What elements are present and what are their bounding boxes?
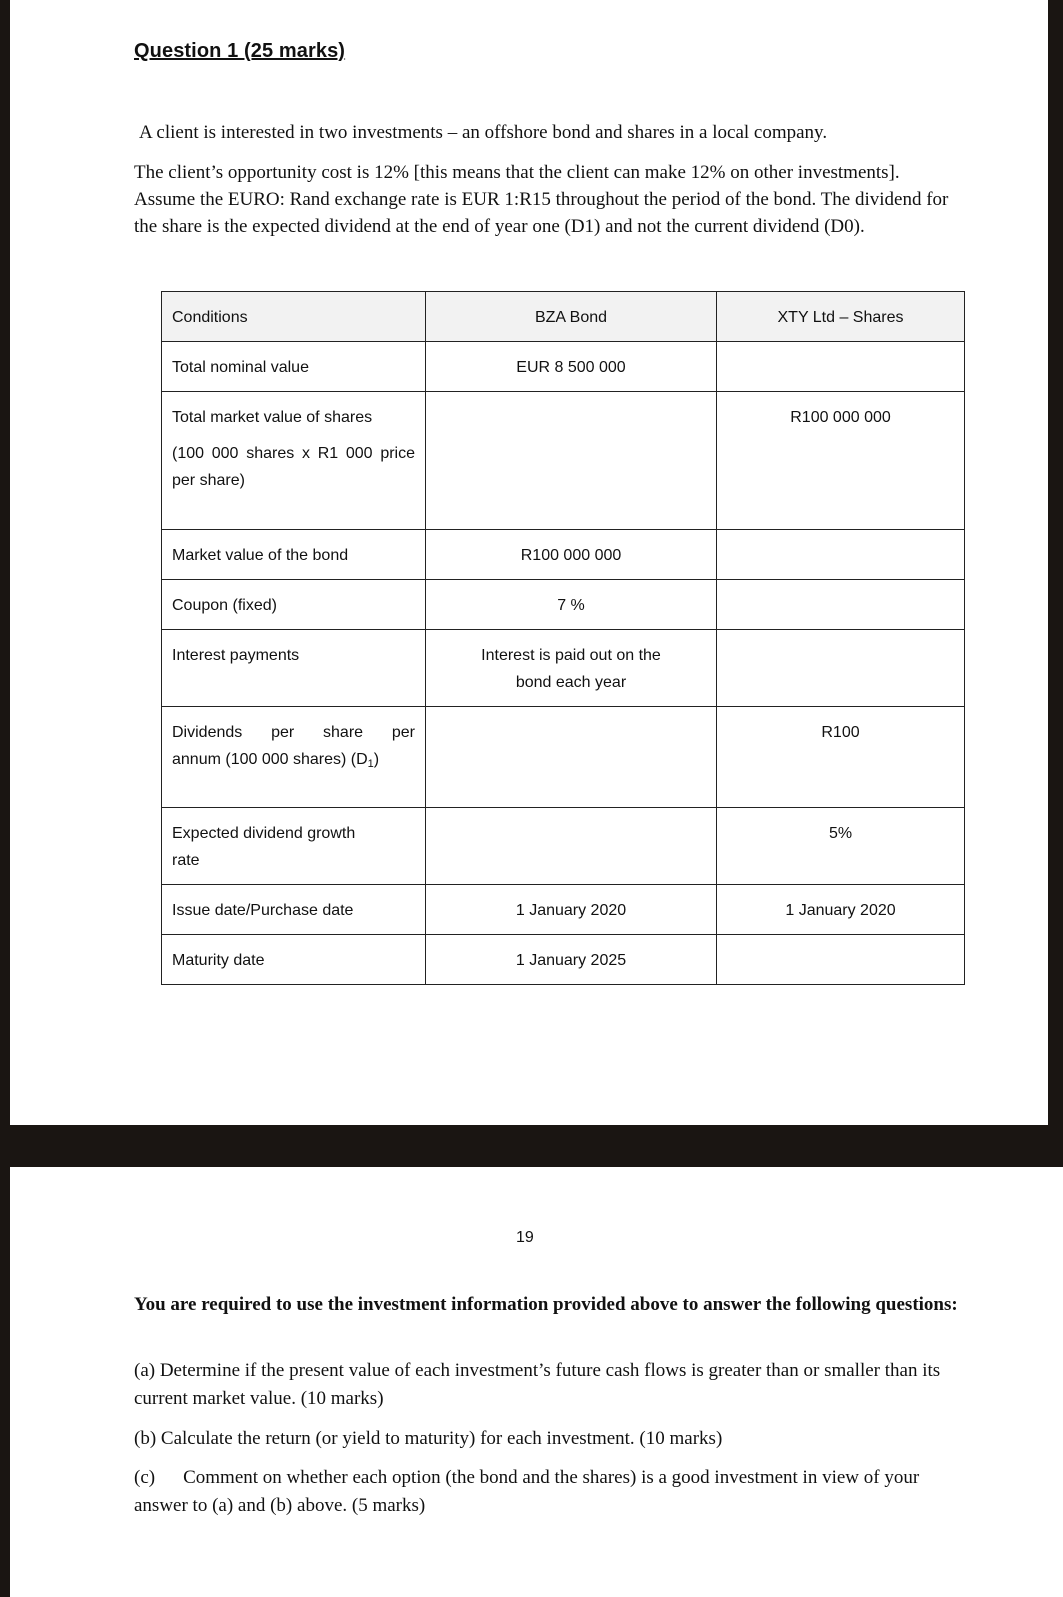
bond-value: R100 000 000 (426, 530, 717, 580)
table-row (162, 885, 965, 935)
table-row (162, 392, 965, 530)
row-label-line1: Dividends per share per (172, 724, 415, 741)
table-header-row (162, 292, 965, 342)
row-label-line2-text: annum (100 000 shares) (D (172, 751, 368, 768)
shares-value (717, 342, 965, 392)
bond-value (426, 392, 717, 530)
row-label: Interest payments (162, 630, 426, 707)
row-label: Market value of the bond (162, 530, 426, 580)
shares-value (717, 530, 965, 580)
table-row (162, 342, 965, 392)
bond-value: EUR 8 500 000 (426, 342, 717, 392)
page-divider-bar (0, 1125, 1063, 1167)
row-label: Maturity date (162, 935, 426, 985)
question-b: (b) Calculate the return (or yield to maturity) for each investment. (10 marks) (134, 1428, 723, 1449)
row-label-note: (100 000 shares x R1 000 price per share) (172, 445, 415, 489)
table-row (162, 580, 965, 630)
row-label: Total market value of shares (172, 409, 373, 426)
question-a: (a) Determine if the present value of each investment’s future cash flows is greater than or smaller than its current market value. (10 marks) (134, 1360, 941, 1409)
bond-value: 1 January 2020 (426, 885, 717, 935)
header-xty-shares: XTY Ltd – Shares (717, 292, 965, 342)
table-row (162, 630, 965, 707)
conditions-table (161, 291, 965, 985)
shares-value: 5% (717, 808, 965, 885)
question-c (134, 1464, 954, 1520)
bond-value (426, 630, 717, 707)
question-heading: Question 1 (25 marks) (134, 40, 346, 62)
bond-value: 1 January 2025 (426, 935, 717, 985)
table-row (162, 935, 965, 985)
table-row (162, 808, 965, 885)
row-label: Expected dividend growth rate (172, 825, 356, 869)
header-conditions: Conditions (162, 292, 426, 342)
shares-value: 1 January 2020 (717, 885, 965, 935)
bond-value-text: Interest is paid out on the bond each year (481, 647, 661, 691)
bond-value (426, 808, 717, 885)
shares-value (717, 580, 965, 630)
table-row (162, 530, 965, 580)
bond-value: 7 % (426, 580, 717, 630)
left-edge-border (0, 0, 10, 1597)
row-label-end: ) (373, 751, 380, 768)
bond-value (426, 707, 717, 808)
shares-value (717, 630, 965, 707)
row-label-cell (162, 808, 426, 885)
question-c-text: Comment on whether each option (the bond and the shares) is a good investment in view of your answer to (a) and (b) above. (5 marks) (134, 1467, 920, 1516)
header-bza-bond: BZA Bond (426, 292, 717, 342)
row-label-cell (162, 707, 426, 808)
row-label-subscript: 1 (367, 758, 374, 770)
question-c-label: (c) (134, 1467, 156, 1488)
instruction-text: You are required to use the investment information provided above to answer the following questions: (134, 1294, 958, 1315)
assumptions-paragraph: The client’s opportunity cost is 12% [this means that the client can make 12% on other investments]. Assume the EURO: Rand exchange rate is EUR 1:R15 throughout the period of the bond. The dividend for the share is the expected dividend at the end of year one (D1) and not the current dividend (D0). (134, 162, 949, 237)
shares-value: R100 000 000 (717, 392, 965, 530)
table-row (162, 707, 965, 808)
shares-value (717, 935, 965, 985)
page-number: 19 (516, 1229, 534, 1246)
row-label-cell (162, 392, 426, 530)
shares-value: R100 (717, 707, 965, 808)
row-label: Issue date/Purchase date (162, 885, 426, 935)
row-label-line2 (172, 751, 379, 768)
right-edge-border (1048, 0, 1063, 1130)
intro-paragraph: A client is interested in two investments – an offshore bond and shares in a local company. (139, 122, 828, 143)
row-label: Coupon (fixed) (162, 580, 426, 630)
row-label: Total nominal value (162, 342, 426, 392)
